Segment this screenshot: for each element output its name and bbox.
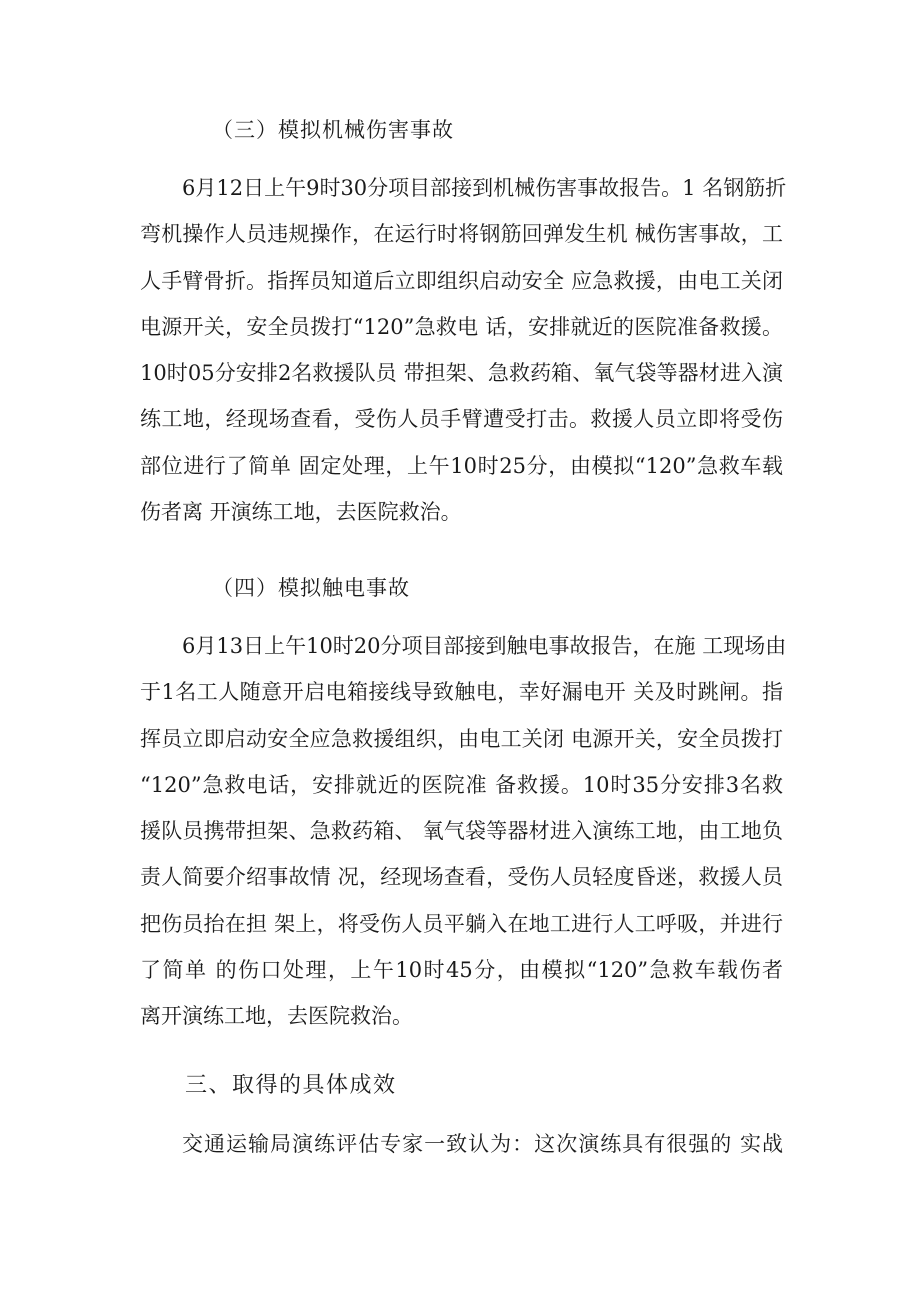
paragraph-line: 练工地，经现场查看，受伤人员手臂遭受打击。救援人员立即将受伤 <box>140 407 783 432</box>
paragraph-line: 部位进行了简单 固定处理，上午10时25分，由模拟“120”急救车载 <box>140 453 783 478</box>
paragraph-line: 援队员携带担架、急救药箱、 氧气袋等器材进入演练工地，由工地负 <box>140 819 783 844</box>
paragraph-line: 把伤员抬在担 架上，将受伤人员平躺入在地工进行人工呼吸，并进行 <box>140 911 783 936</box>
paragraph-line: 了简单 的伤口处理，上午10时45分，由模拟“120”急救车载伤者 <box>140 958 783 983</box>
paragraph-line: “120”急救电话，安排就近的医院准 备救援。10时35分安排3名救 <box>140 772 783 797</box>
paragraph-line: 交通运输局演练评估专家一致认为：这次演练具有很强的 实战 <box>182 1132 783 1156</box>
section-heading-results: 三、取得的具体成效 <box>185 1073 397 1098</box>
paragraph-line: 人手臂骨折。指挥员知道后立即组织启动安全 应急救援，由电工关闭 <box>140 268 783 293</box>
paragraph-line: 伤者离 开演练工地，去医院救治。 <box>140 500 462 525</box>
paragraph-line: 责人简要介绍事故情 况，经现场查看，受伤人员轻度昏迷，救援人员 <box>140 865 783 890</box>
paragraph-line: 弯机操作人员违规操作，在运行时将钢筋回弹发生机 械伤害事故，工 <box>140 222 783 247</box>
paragraph-line: 10时05分安排2名救援队员 带担架、急救药箱、氧气袋等器材进入演 <box>140 361 783 386</box>
subsection-heading-mechanical-injury: （三）模拟机械伤害事故 <box>212 118 454 142</box>
paragraph-line: 于1名工人随意开启电箱接线导致触电，幸好漏电开 关及时跳闸。指 <box>140 680 783 705</box>
paragraph-line: 离开演练工地，去医院救治。 <box>140 1004 413 1029</box>
paragraph-line: 6月13日上午10时20分项目部接到触电事故报告，在施 工现场由 <box>182 634 787 658</box>
paragraph-results <box>140 1121 783 1167</box>
subsection-heading-electric-shock: （四）模拟触电事故 <box>212 576 410 600</box>
paragraph-electric-shock <box>140 623 787 1040</box>
paragraph-line: 电源开关，安全员拨打“120”急救电 话，安排就近的医院准备救援。 <box>140 314 783 339</box>
paragraph-line: 挥员立即启动安全应急救援组织，由电工关闭 电源开关，安全员拨打 <box>140 726 783 751</box>
paragraph-mechanical-injury <box>140 165 787 535</box>
paragraph-line: 6月12日上午9时30分项目部接到机械伤害事故报告。1 名钢筋折 <box>182 176 787 200</box>
